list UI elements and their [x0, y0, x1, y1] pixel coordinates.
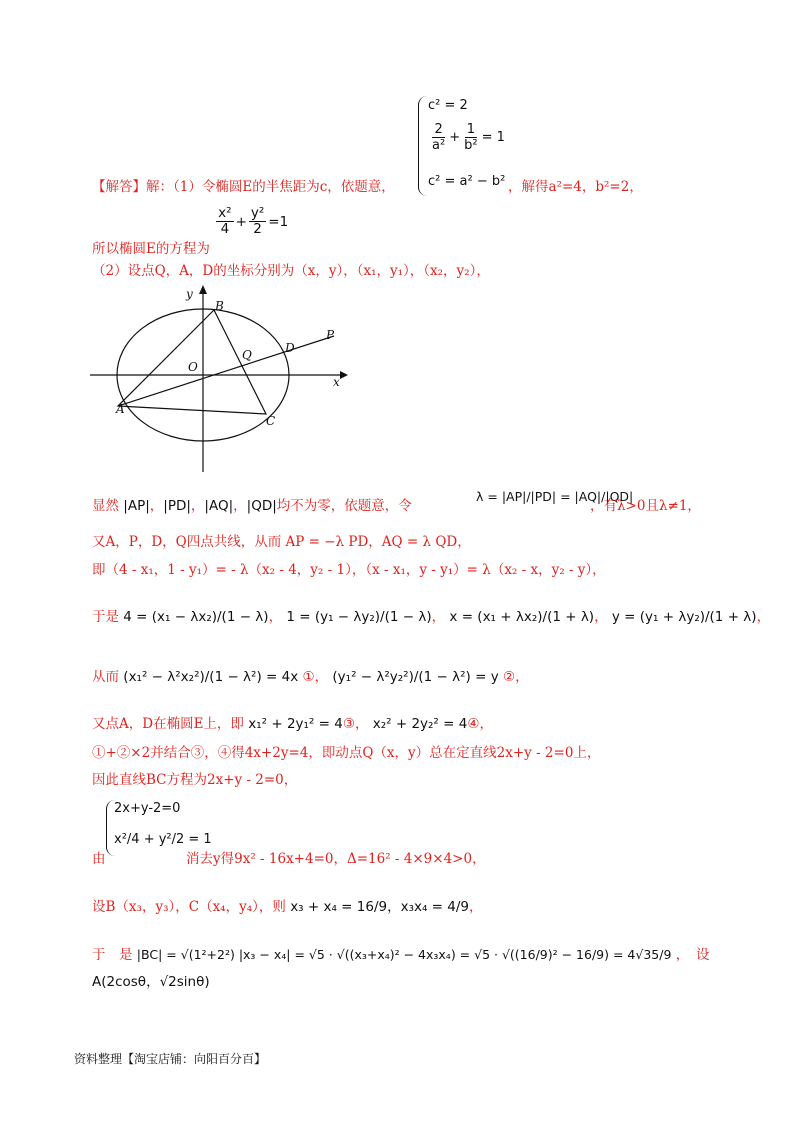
- footer-source: 资料整理【淘宝店铺：向阳百分百】: [74, 1052, 267, 1066]
- solution-line12-pre: 由: [92, 851, 106, 867]
- system1-line3: c² = a² − b²: [428, 174, 506, 189]
- solution-line11: 因此直线BC方程为2x+y - 2=0，: [92, 772, 298, 788]
- solution-line4-tail: ，有λ>0且λ≠1，: [590, 498, 701, 514]
- solution-line3: （2）设点Q，A，D的坐标分别为（x，y），（x₁，y₁），（x₂，y₂），: [92, 263, 490, 279]
- solution-line14: 于 是 |BC| = √(1²+2²) |x₃ − x₄| = √5 · √((x₃+x₄)² − 4x₃x₄) = √5 · √((16/9)² − 16/9) = 4√35/9 ， 设: [92, 947, 710, 963]
- solution-line5: 又A，P，D，Q四点共线，从而 AP = −λ PD，AQ = λ QD，: [92, 534, 471, 550]
- solution-line10: ①+②×2并结合③，④得4x+2y=4，即动点Q（x，y）总在定直线2x+y - 2=0上，: [92, 745, 601, 761]
- solution-line13: 设B（x₃，y₃），C（x₄，y₄），则 x₃ + x₄ = 16/9，x₃x₄ = 4/9，: [92, 899, 483, 915]
- system1-line1: c² = 2: [428, 98, 468, 113]
- system-brace: [418, 96, 427, 196]
- svg-text:O: O: [188, 360, 198, 374]
- solution-line9: 又点A，D在椭圆E上，即 x₁² + 2y₁² = 4③， x₂² + 2y₂² = 4④，: [92, 716, 493, 732]
- svg-text:D: D: [285, 341, 295, 355]
- solution-line1: 【解答】解：（1）令椭圆E的半焦距为c，依题意，: [92, 179, 395, 195]
- ellipse-figure: [88, 282, 358, 482]
- solution-line4: 显然 |AP|，|PD|，|AQ|，|QD|均不为零，依题意，令: [92, 498, 412, 514]
- svg-text:x: x: [333, 375, 340, 389]
- solution-line6: 即（4 - x₁，1 - y₁）= - λ（x₂ - 4，y₂ - 1），（x - x₁，y - y₁）= λ（x₂ - x，y₂ - y），: [92, 562, 606, 578]
- svg-text:A: A: [116, 402, 125, 416]
- ellipse-equation-line: 所以椭圆E的方程为 $\frac{\text{x²}}{4}$ + $\frac{\text{y²}}{2}$ =1: [92, 205, 289, 257]
- svg-text:y: y: [186, 287, 193, 301]
- svg-text:Q: Q: [242, 348, 252, 362]
- solution-line8: 从而 (x₁² − λ²x₂²)/(1 − λ²) = 4x ①， (y₁² − λ²y₂²)/(1 − λ²) = y ②，: [92, 669, 529, 685]
- svg-text:C: C: [266, 414, 276, 428]
- system1-line2: $\frac{2}{\text{a²}}$ + $\frac{1}{\text{b²}}$ = 1: [432, 122, 505, 153]
- solution-line7: 于是 4 = (x₁ − λx₂)/(1 − λ)， 1 = (y₁ − λy₂)/(1 − λ)， x = (x₁ + λx₂)/(1 + λ)， y = (y₁ + λy₂)/(1 + λ)，: [92, 609, 771, 625]
- system2-line2: x²/4 + y²/2 = 1: [114, 832, 212, 847]
- lambda-definition: λ = |AP|/|PD| = |AQ|/|QD|: [476, 489, 634, 504]
- solution-line15: A(2cosθ，√2sinθ): [92, 974, 210, 990]
- system2-line1: 2x+y-2=0: [114, 801, 181, 816]
- svg-text:P: P: [326, 328, 335, 342]
- solution-line1-tail: ，解得a²=4，b²=2，: [508, 179, 643, 195]
- solution-line12: 消去y得9x² - 16x+4=0，Δ=16² - 4×9×4>0，: [186, 851, 486, 867]
- svg-text:B: B: [215, 299, 224, 313]
